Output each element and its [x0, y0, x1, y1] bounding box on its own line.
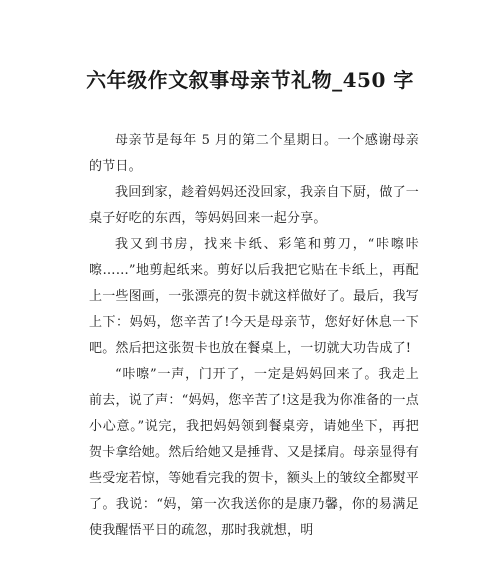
document-title: 六年级作文叙事母亲节礼物_450 字: [86, 68, 414, 92]
paragraph: 我回到家，趁着妈妈还没回家，我亲自下厨，做了一桌子好吃的东西，等妈妈回来一起分享。: [89, 185, 419, 226]
paragraph: 母亲节是每年 5 月的第二个星期日。一个感谢母亲的节日。: [89, 133, 419, 174]
paragraph: “咔嚓”一声，门开了，一定是妈妈回来了。我走上前去，说了声：“妈妈，您辛苦了!这是我为你准备的一点小心意。”说完，我把妈妈领到餐桌旁，请她坐下，再把贺卡拿给她。然后给她又是捶背、又是揉肩。母亲显得有些受宠若惊，等她看完我的贺卡，额头上的皱纹全都熨平了。我说：“妈，第一次我送你的是康乃馨，你的易满足使我醒悟平日的疏忽，那时我就想，明: [89, 367, 420, 538]
document-body: [89, 128, 419, 544]
paragraph: 我又到书房，找来卡纸、彩笔和剪刀，“咔嚓咔嚓……”地剪起纸来。剪好以后我把它贴在卡纸上，再配上一些图画，一张漂亮的贺卡就这样做好了。最后，我写上下：妈妈，您辛苦了!今天是母亲节，您好好休息一下吧。然后把这张贺卡也放在餐桌上，一切就大功告成了!: [89, 237, 420, 356]
